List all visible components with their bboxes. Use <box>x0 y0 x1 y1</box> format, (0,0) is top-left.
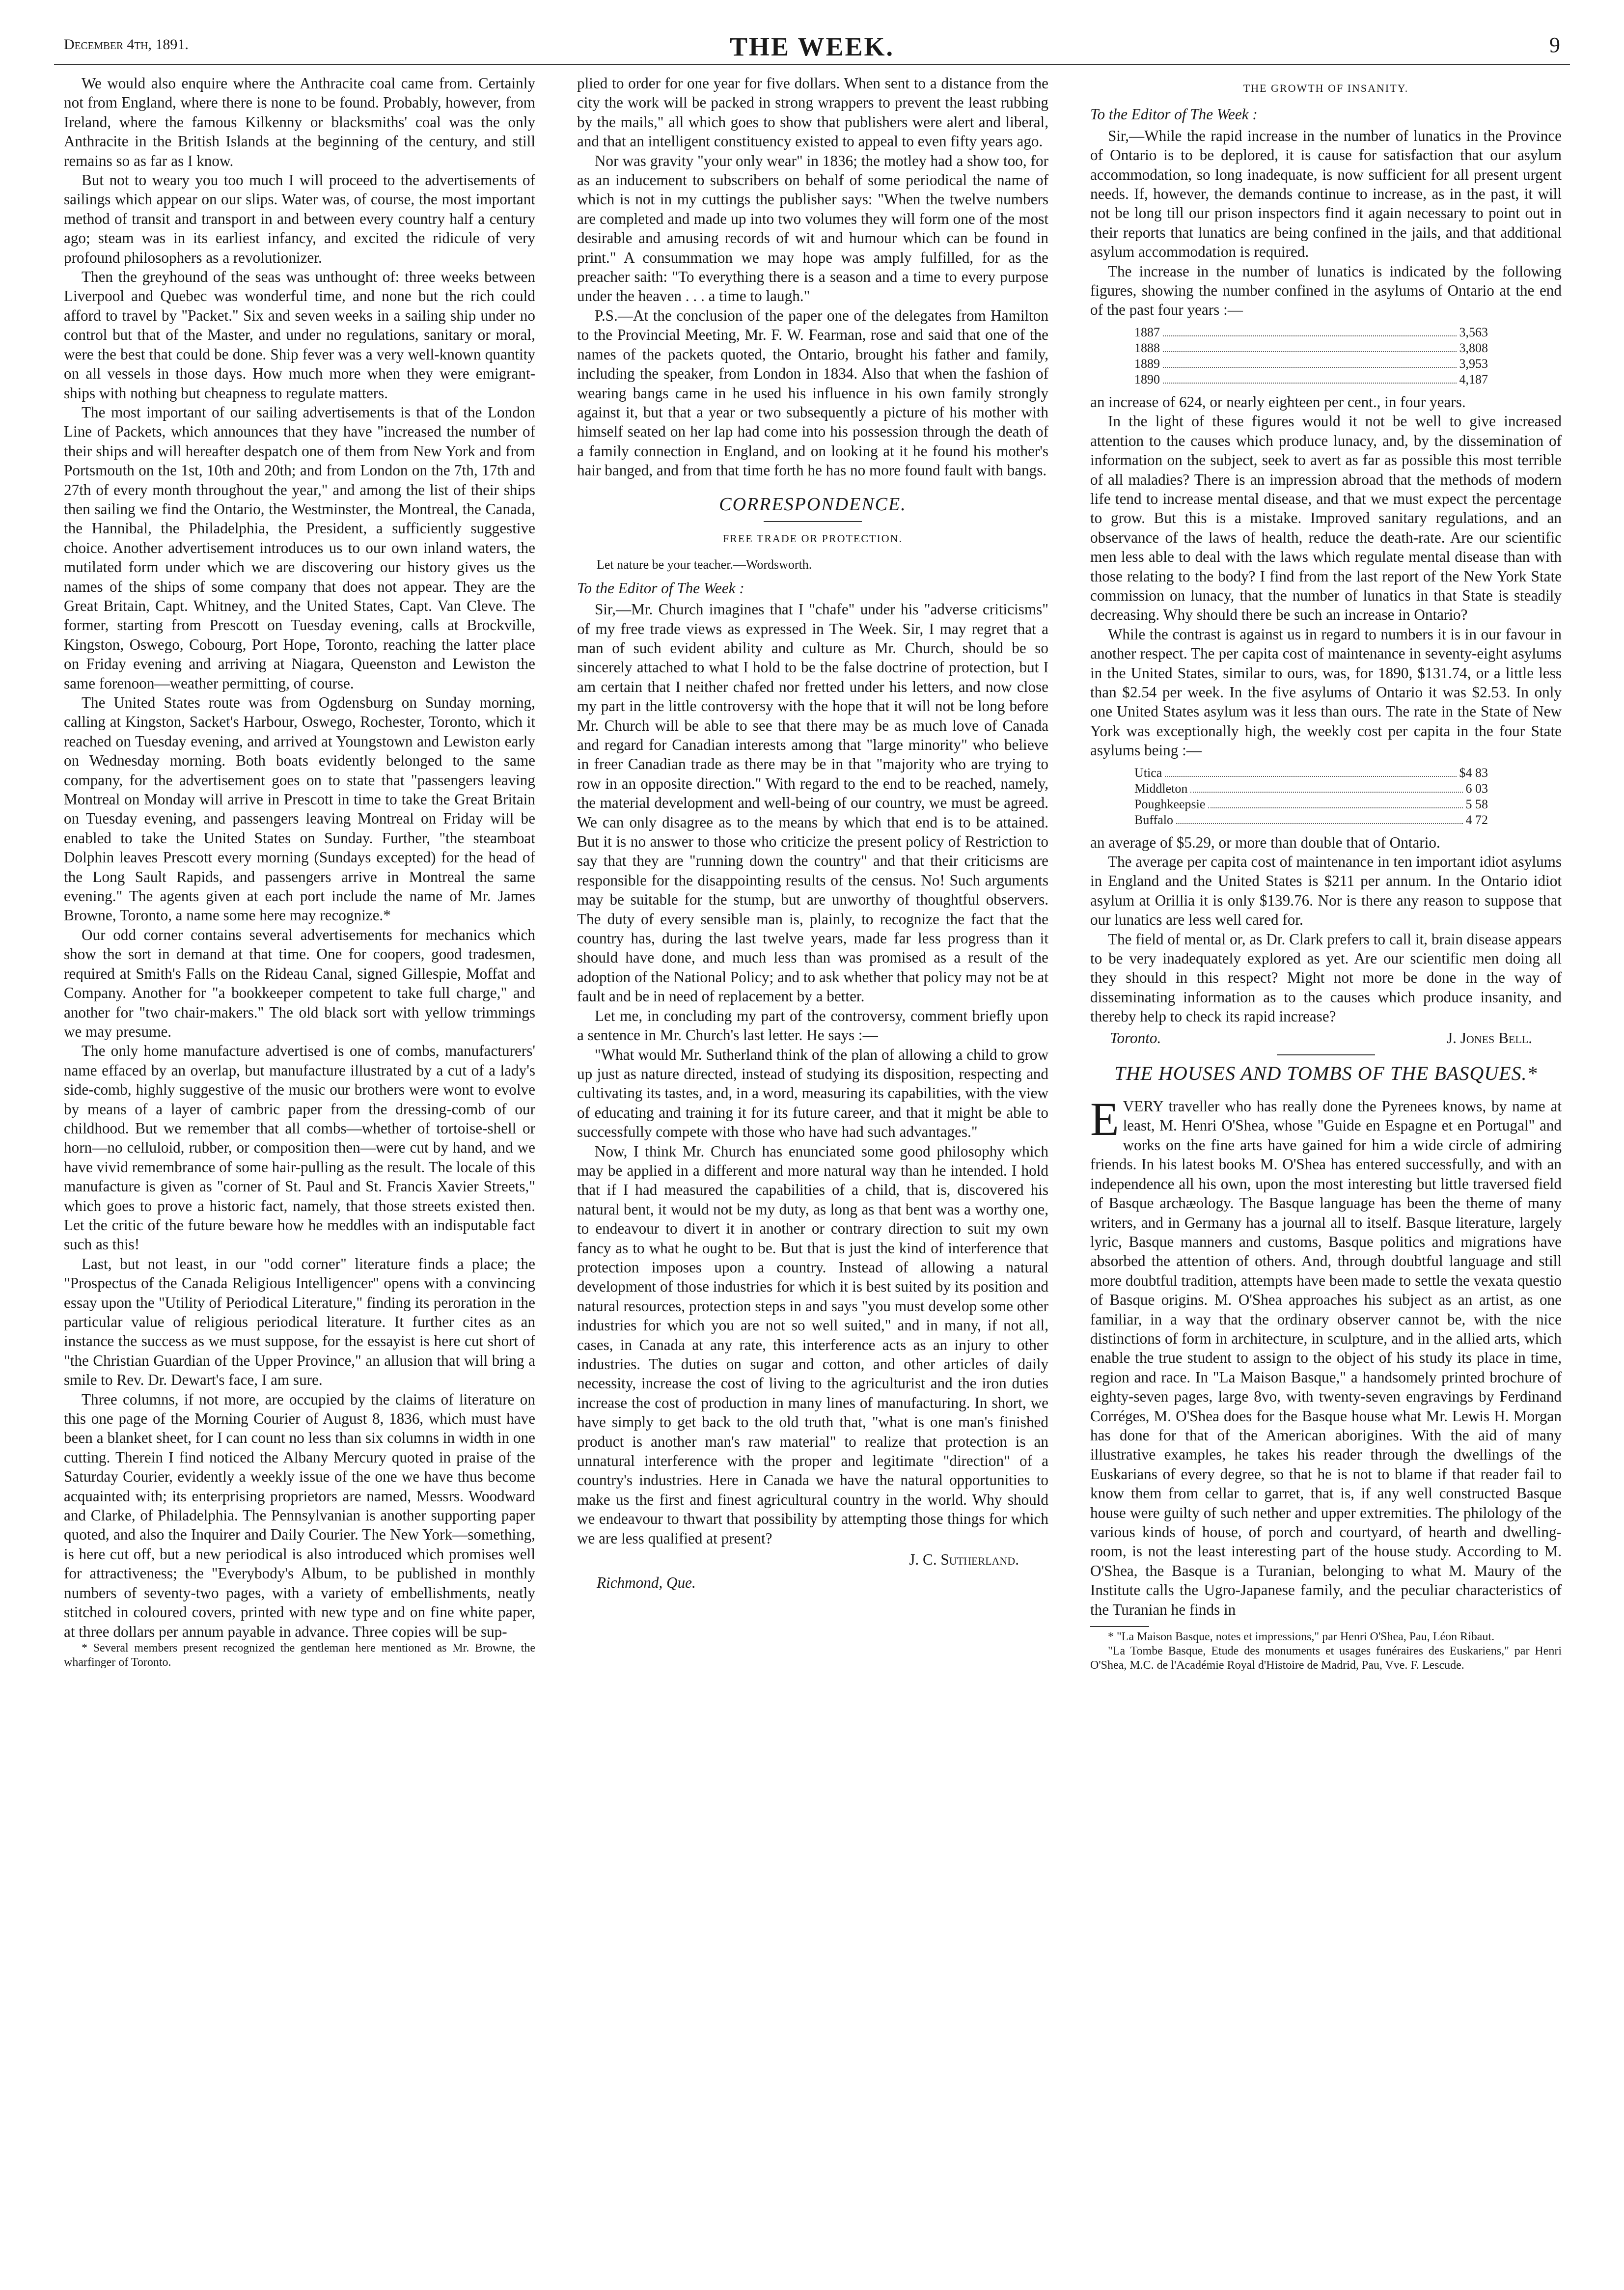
signature-name: J. C. Sutherland. <box>909 1551 1019 1569</box>
block-quote: "What would Mr. Sutherland think of the plan of allowing a child to grow up just as nature directed, instead of studying its disposition, respecting and cultivating its tastes, and, in a word, measuring its capabilities, with the view of educating and training it for its future career, and that it might be able to successfully compete with those who have had such advantages." <box>577 1046 1048 1141</box>
divider <box>1090 1626 1149 1627</box>
paragraph: The United States route was from Ogdensburg on Sunday morning, calling at Kingston, Sacket's Harbour, Oswego, Rochester, Toronto, which it reached on Tuesday evening, and arrived at Youngstown and Lewiston early on Wednesday morning. Both boats evidently belonged to the same company, for the advertisement goes on to state that "passengers leaving Montreal on Monday will arrive in Prescott in time to take the Great Britain on Tuesday evening, and passengers leaving Montreal on Friday will be enabled to take the United States on Sunday. Further, "the steamboat Dolphin leaves Prescott every morning (Sundays excepted) for the head of the Long Sault Rapids, and passengers arrive in Montreal the same evening." The agents given at each port include the name of Mr. James Browne, Toronto, a name some here may recognize.* <box>64 694 535 924</box>
issue-date: December 4th, 1891. <box>64 36 189 53</box>
page-number: 9 <box>1549 33 1560 57</box>
paragraph: an increase of 624, or nearly eighteen per cent., in four years. <box>1090 393 1466 411</box>
epigraph: Let nature be your teacher.—Wordsworth. <box>597 557 812 572</box>
letter-heading: THE GROWTH OF INSANITY. <box>1243 82 1409 94</box>
paragraph: an average of $5.29, or more than double that of Ontario. <box>1090 833 1440 851</box>
paragraph: P.S.—At the conclusion of the paper one of the delegates from Hamilton to the Provincial Meeting, Mr. F. W. Fearman, rose and said that one of the names of the packets quoted, the Ontario, brought his father and family, including the speaker, from London in 1834. Also that when the fashion of wearing bangs came in he used his influence in his own family strongly against it, but that a year or two subsequently a picture of his mother with himself seated on her lap had come into his possession through the death of a family connection in England, and on looking at it he found his mother's hair banged, and from that time forth he has no more found fault with bangs. <box>577 306 1048 479</box>
columns <box>64 74 1562 2254</box>
paragraph: Our odd corner contains several advertisements for mechanics which show the sort in demand at that time. One for coopers, good tradesmen, required at Smith's Falls on the Rideau Canal, signed Gillespie, Moffat and Company. Another for "a bookkeeper competent to take full charge," and another for "two chair-makers." The old black sort with yellow trimmings we may presume. <box>64 926 535 1040</box>
column-3 <box>1090 74 1562 2254</box>
asylum-counts-table <box>1134 325 1488 387</box>
weekly-cost-table <box>1134 765 1488 828</box>
table-row: Poughkeepsie 5 58 <box>1134 797 1488 811</box>
article-title: THE HOUSES AND TOMBS OF THE BASQUES.* <box>1114 1062 1538 1085</box>
paragraph: The increase in the number of lunatics is indicated by the following figures, showing the number confined in the asylums of Ontario at the end of the past four years :— <box>1090 262 1562 319</box>
paragraph: Then the greyhound of the seas was unthought of: three weeks between Liverpool and Quebec was wonderful time, and none but the rich could afford to travel by "Packet." Six and seven weeks in a sailing ship under no control but that of the Master, and under no regulations, sanitary or moral, were the best that could be done. Ship fever was a very well-known quantity on all vessels in those days. How much more when they were emigrant-ships with nothing but cheapness to regulate matters. <box>64 268 535 402</box>
paragraph: The average per capita cost of maintenance in ten important idiot asylums in England and the United States is $211 per annum. In the Ontario idiot asylum at Orillia it is only $139.76. Nor is there any reason to suppose that our lunatics are less well cared for. <box>1090 853 1562 929</box>
paragraph: Sir,—Mr. Church imagines that I "chafe" under his "adverse criticisms" of my free trade views as expressed in The Week. Sir, I may regret that a man of such evident ability and culture as Mr. Church, should be so sincerely attached to what I hold to be the false doctrine of protection, but I am certain that I neither chafed nor fretted under his letters, and now close my part in the little controversy with the hope that it will not be long before Mr. Church will be able to see that there may be as much love of Canada and regard for Canadian interests among that "large minority" who believe in freer Canadian trade as there may be in that "majority who are trying to row in an opposite direction." With regard to the end to be reached, namely, the material development and well-being of our country, we must be agreed. We can only disagree as to the means by which that end is to be attained. But it is no answer to those who criticize the present policy of Restriction to say that they are "running down the country" and that their criticisms are responsible for the disappointing results of the census. No! Such arguments may be suitable for the stump, but are unworthy of thoughtful observers. The duty of every sensible man is, plainly, to recognize the fact that the country has, during the last twelve years, made far less progress than it should have done, and much less than was promised as a result of the adoption of the National Policy; and to ask whether that policy may not be at fault and be in need of replacement by a better. <box>577 601 1048 1005</box>
paragraph: Sir,—While the rapid increase in the number of lunatics in the Province of Ontario is to be deplored, it is cause for satisfaction that our asylum accommodation, so long inadequate, is now sufficient for all present urgent needs. If, however, the demands continue to increase, as in the past, it will not be long till our prison inspectors find it again necessary to point out in their reports that lunatics are being confined in the jails, and that additional asylum accommodation is required. <box>1090 127 1562 261</box>
table-row: Buffalo 4 72 <box>1134 812 1488 827</box>
table-row: Utica $4 83 <box>1134 765 1488 780</box>
signature-name: J. Jones Bell. <box>1446 1029 1532 1047</box>
paragraph: The only home manufacture advertised is one of combs, manufacturers' name effaced by an overlap, but manufacture illustrated by a cut of a lady's side-comb, highly suggestive of the music our brothers were wont to evolve by means of a layer of cambric paper from the dressing-comb of our childhood. But we remember that all combs—whether of tortoise-shell or horn—no celluloid, rubber, or composition then—were cut by hand, and we have vivid remembrance of some hair-pulling as the result. The locale of this manufacture is given as "corner of St. Paul and St. Francis Xavier Streets," which goes to prove a historic fact, namely, that those streets existed then. Let the critic of the future beware how he meddles with an indisputable fact such as this! <box>64 1042 535 1253</box>
footnote: "La Tombe Basque, Etude des monuments et usages funéraires des Euskariens," par Henri O'Shea, M.C. de l'Académie Royal d'Histoire de Madrid, Pau, Vve. F. Lescude. <box>1090 1645 1562 1672</box>
salutation: To the Editor of The Week : <box>1090 106 1258 123</box>
paragraph: The field of mental or, as Dr. Clark prefers to call it, brain disease appears to be very inadequately explored as yet. Are our scientific men doing all they should in this respect? Might not more be done in the way of disseminating information as to the causes which produce insanity, and thereby help to check its rapid increase? <box>1090 930 1562 1025</box>
table-row: 1887 3,563 <box>1134 325 1488 339</box>
paragraph: While the contrast is against us in regard to numbers it is in our favour in another respect. The per capita cost of maintenance in seventy-eight asylums in the United States, similar to ours, was, for 1890, $131.74, or a little less than $2.54 per week. In the five asylums of Ontario it was $2.53. In only one United States asylum was it less than ours. The rate in the State of New York was exceptionally high, the weekly cost per capita in the four State asylums being :— <box>1090 625 1562 759</box>
paragraph: Nor was gravity "your only wear" in 1836; the motley had a show too, for as an inducement to subscribers on behalf of some periodical the name of which is not in my cuttings the publisher says: "When the twelve numbers are completed and made up into two volumes they will form one of the most desirable and amusing records of wit and humour which can be found in print." A consummation we may hope was amply fulfilled, for as the preacher saith: "To everything there is a season and a time to every purpose under the heaven . . . a time to laugh." <box>577 152 1048 305</box>
divider <box>764 521 862 522</box>
column-2 <box>577 74 1048 2254</box>
article-text: VERY traveller who has really done the Pyrenees knows, by name at least, M. Henri O'Shea, whose "Guide en Espagne et en Portugal" and works on the fine arts have gained for him a wide circle of admiring friends. In his latest books M. O'Shea has entered successfully, and with an independence all his own, upon the most interesting but little traversed field of Basque archæology. The Basque language has been the theme of many writers, and in Germany has a journal all to itself. Basque literature, largely lyric, Basque manners and customs, Basque politics and migrations have absorbed the attention of others. And, through doubtful language and still more doubtful tradition, attempts have been made to settle the vexata questio of Basque origins. M. O'Shea approaches his subject as an artist, as one familiar, in a way that the ordinary observer cannot be, with the nice distinctions of form in architecture, in sculpture, and in the allied arts, which enable the true student to assign to the object of his study its place in time, region and race. In "La Maison Basque," a handsomely printed brochure of eighty-seven pages, large 8vo, with twenty-seven engravings by Ferdinand Corréges, M. O'Shea does for the Basque house what Mr. Lewis H. Morgan has done for that of the American aborigines. With the aid of many illustrative examples, he takes his reader through the dwellings of the Euskarians of every degree, so that he is not to blame if that reader fail to know them from cellar to garret, that is, if any well constructed Basque house were guilty of such nether and upper extremities. The philology of the various kinds of house, of porch and courtyard, of hearth and dwelling-room, is not the least interesting part of the house study. According to M. O'Shea, the Basque is a Turanian, belonging to what M. Maury of the Institute calls the Ugro-Japanese family, and the peculiar characteristics of the Turanian he finds in <box>1090 1098 1562 1618</box>
table-row: 1889 3,953 <box>1134 356 1488 371</box>
footnote: * Several members present recognized the gentleman here mentioned as Mr. Browne, the wharfinger of Toronto. <box>64 1641 535 1669</box>
signature <box>1090 1028 1562 1048</box>
paragraph: In the light of these figures would it not be well to give increased attention to the causes which produce lunacy, and, by the dissemination of information on the subject, seek to avert as far as possible this most terrible of all maladies? There is an impression abroad that the methods of modern life tend to increase mental disease, and that we must expect the percentage to grow. But this is a mistake. Improved sanitary regulations, and an observance of the laws of health, reduce the death-rate. Are our scientific men less able to deal with the laws which regulate mental disease than with those relating to the body? I find from the last report of the New York State commission on lunacy, that the number of lunatics in that State is steadily decreasing. Why should there be such an increase in Ontario? <box>1090 413 1562 624</box>
paragraph: Now, I think Mr. Church has enunciated some good philosophy which may be applied in a different and more natural way than he intended. I hold that if I had measured the capabilities of a child, that is, discovered his natural bent, it would not be my duty, as long as that bent was a worthy one, to endeavour to divert it in another or contrary direction to suit my own fancy as to what he ought to be. But that is just the kind of interference that protection imposes upon a country. Instead of allowing a natural development of those industries for which it is best suited by its position and natural resources, protection steps in and says "you must develop some other industries for which you are not so well suited," and in many, if not all, cases, in Canada at any rate, this interference acts as an injury to other industries. The duties on sugar and cotton, and other articles of daily necessity, increase the cost of living to the agriculturist and the iron duties increase the cost of production in many lines of manufacturing. In short, we have simply to get back to the old truth that, "what is one man's finished product is another man's raw material" to realize that protection is an unnatural interference with the proper and legitimate "direction" of a country's industries. Here in Canada we have the natural opportunities to make us the first and finest agricultural country in the world. Why should we endeavour to thwart that possibility by attempting those things for which we are less qualified at present? <box>577 1142 1048 1547</box>
drop-cap: E <box>1090 1093 1119 1146</box>
paragraph: But not to weary you too much I will proceed to the advertisements of sailings which appear on our slips. Water was, of course, the most important method of transit and transport in and between every country half a century ago; steam was in its earliest infancy, and excited the ridicule of very profound philosophers as a revolutionizer. <box>64 171 535 266</box>
paragraph: The most important of our sailing advertisements is that of the London Line of Packets, which announces that they have "increased the number of their ships and will hereafter despatch one of them from New York and from Portsmouth on the 1st, 10th and 20th; and from London on the 7th, 17th and 27th of every month throughout the year," and among the list of their ships then sailing we find the Ontario, the Westminster, the Montreal, the Canada, the Hannibal, the Philadelphia, the President, a sufficiently suggestive choice. Another advertisement introduces us to our own inland waters, the mutilated form under which we are discovering our history gives us the names of the ships of some company that does not appear. They are the Great Britain, Capt. Whitney, and the United States, Capt. Van Cleve. The former, starting from Prescott on Tuesday evening, calls at Brockville, Kingston, Oswego, Cobourg, Port Hope, Toronto, reaching the latter place on Friday evening and arriving at Niagara, Queenston and Lewiston the same forenoon—weather permitting, of course. <box>64 403 535 692</box>
paragraph: plied to order for one year for five dollars. When sent to a distance from the city the work will be packed in strong wrappers to prevent the least rubbing by the mails," all which goes to show that publishers were alert and liberal, and that an intelligent constituency existed to appeal to even fifty years ago. <box>577 75 1048 150</box>
table-row: 1888 3,808 <box>1134 340 1488 355</box>
signature-place: Richmond, Que. <box>597 1574 696 1592</box>
paragraph: Three columns, if not more, are occupied by the claims of literature on this one page of the Morning Courier of August 8, 1836, which must have been a blanket sheet, for I can count no less than six columns in width in one cutting. Therein I find noticed the Albany Mercury quoted in praise of the Saturday Courier, evidently a weekly issue of the one we have thus become acquainted with; its enterprising proprietors are named, Messrs. Woodward and Clarke, of Philadelphia. The Pennsylvanian is another supporting paper quoted, and also the Inquirer and Daily Courier. The New York—something, is here cut off, but a new periodical is also introduced which promises well for attractiveness; the "Everybody's Album, to be published in monthly numbers of seventy-two pages, with a variety of embellishments, neatly stitched in coloured covers, printed with new type and on fine white paper, at three dollars per annum payable in advance. Three copies will be sup- <box>64 1390 535 1640</box>
article-paragraph <box>1090 1093 1562 1619</box>
publication-title: THE WEEK. <box>729 32 895 61</box>
paragraph: Last, but not least, in our "odd corner" literature finds a place; the "Prospectus of the Canada Religious Intelligencer" opens with a convincing essay upon the "Utility of Periodical Literature," finding its peroration in the particular value of religious periodical literature. It further cites as an instance the success as we must suppose, for the essayist is here cut short of "the Christian Guardian of the Upper Province," an allusion that will bring a smile to Rev. Dr. Dewart's face, I am sure. <box>64 1255 535 1389</box>
section-heading: CORRESPONDENCE. <box>719 494 907 515</box>
table-row: Middleton 6 03 <box>1134 781 1488 796</box>
paragraph: Let me, in concluding my part of the controversy, comment briefly upon a sentence in Mr. Church's last letter. He says :— <box>577 1007 1048 1044</box>
signature-location <box>577 1573 1048 1592</box>
masthead <box>54 29 1570 65</box>
signature <box>577 1550 1048 1569</box>
column-1 <box>64 74 535 2254</box>
footnote: * "La Maison Basque, notes et impressions," par Henri O'Shea, Pau, Léon Ribaut. <box>1108 1630 1495 1644</box>
letter-heading: FREE TRADE OR PROTECTION. <box>722 532 903 545</box>
paragraph: We would also enquire where the Anthracite coal came from. Certainly not from England, where there is none to be found. Probably, however, from Ireland, where the famous Kilkenny or blacksmiths' coal was the only Anthracite in the British Islands at the beginning of the century, and still remains so as far as I know. <box>64 75 535 169</box>
table-row: 1890 4,187 <box>1134 372 1488 386</box>
signature-place: Toronto. <box>1110 1029 1161 1047</box>
salutation: To the Editor of The Week : <box>577 579 744 597</box>
divider <box>1277 1054 1375 1055</box>
